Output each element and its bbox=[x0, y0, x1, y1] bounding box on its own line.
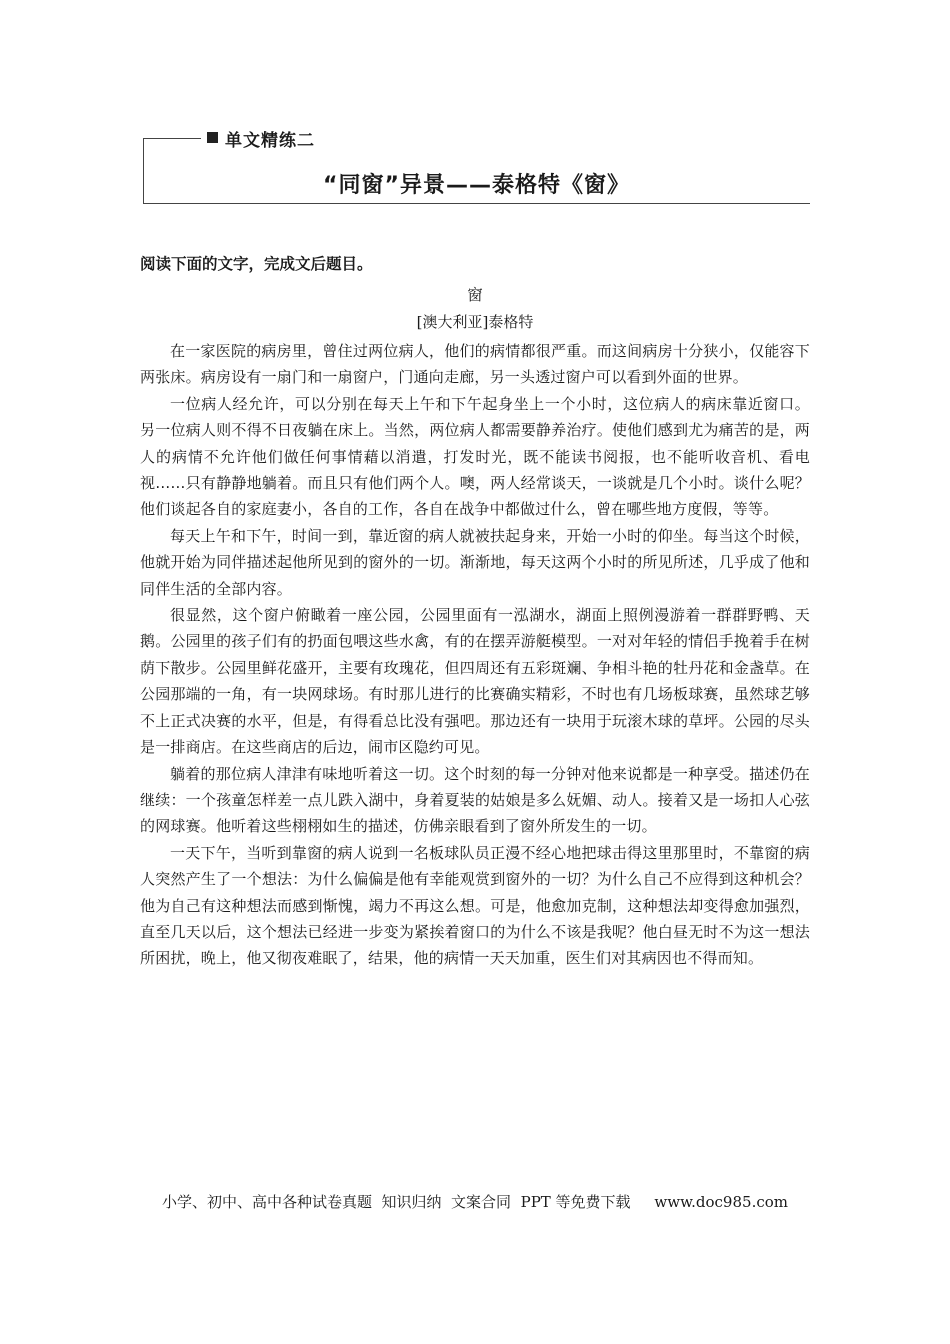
paragraph-6: 一天下午，当听到靠窗的病人说到一名板球队员正漫不经心地把球击得这里那里时，不靠窗的病人突然产生了一个想法：为什么偏偏是他有幸能观赏到窗外的一切？为什么自己不应得到这种机会？他为自己有这种想法而感到惭愧，竭力不再这么想。可是，他愈加克制，这种想法却变得愈加强烈，直至几天以后，这个想法已经进一步变为紧挨着窗口的为什么不该是我呢？他白昼无时不为这一想法所困扰，晚上，他又彻夜难眠了，结果，他的病情一天天加重，医生们对其病因也不得而知。 bbox=[140, 843, 810, 968]
title-work: 泰格特《窗》 bbox=[491, 172, 630, 198]
instruction-text: 阅读下面的文字，完成文后题目。 bbox=[140, 255, 373, 273]
paragraph-4: 很显然，这个窗户俯瞰着一座公园，公园里面有一泓湖水，湖面上照例漫游着一群群野鸭、天鹅。公园里的孩子们有的扔面包喂这些水禽，有的在摆弄游艇模型。一对对年轻的情侣手挽着手在树荫下散步。公园里鲜花盛开，主要有玫瑰花，但四周还有五彩斑斓、争相斗艳的牡丹花和金盏草。在公园那端的一角，有一块网球场。有时那儿进行的比赛确实精彩，不时也有几场板球赛，虽然球艺够不上正式决赛的水平，但是，有得看总比没有强吧。那边还有一块用于玩滚木球的草坪。公园的尽头是一排商店。在这些商店的后边，闹市区隐约可见。 bbox=[140, 606, 810, 757]
page-title bbox=[143, 168, 810, 199]
paragraph-2: 一位病人经允许，可以分别在每天上午和下午起身坐上一个小时，这位病人的病床靠近窗口。 另一位病人则不得不日夜躺在床上。当然，两位病人都需要静养治疗。使他们感到尤为痛苦的是，两人的病情不允许他们做任何事情藉以消遣，打发时光，既不能读书阅报，也不能听收音机、看电视……只有静静地躺着。而且只有他们两个人。噢，两人经常谈天，一谈就是几个小时。谈什么呢？他们谈起各自的家庭妻小，各自的工作，各自在战争中都做过什么，曾在哪些地方度假，等等。 bbox=[140, 394, 810, 519]
article-body bbox=[140, 338, 810, 972]
paragraph-5: 躺着的那位病人津津有味地听着这一切。这个时刻的每一分钟对他来说都是一种享受。描述仍在继续：一个孩童怎样差一点儿跌入湖中，身着夏装的姑娘是多么妩媚、动人。接着又是一场扣人心弦的网球赛。他听着这些栩栩如生的描述，仿佛亲眼看到了窗外所发生的一切。 bbox=[140, 764, 810, 836]
header-rule-top bbox=[143, 138, 201, 139]
title-main: “同窗”异景—— bbox=[323, 173, 492, 198]
square-bullet-icon bbox=[207, 132, 218, 143]
section-label: 单文精练二 bbox=[225, 131, 315, 151]
page-footer: 小学、初中、高中各种试卷真题 知识归纳 文案合同 PPT 等免费下载 www.doc985.com bbox=[161, 1193, 788, 1211]
paragraph-3: 每天上午和下午，时间一到，靠近窗的病人就被扶起身来，开始一小时的仰坐。每当这个时候，他就开始为同伴描述起他所见到的窗外的一切。渐渐地，每天这两个小时的所见所述，几乎成了他和同伴生活的全部内容。 bbox=[140, 526, 810, 598]
header-rule-bottom bbox=[143, 203, 810, 204]
paragraph-1: 在一家医院的病房里，曾住过两位病人，他们的病情都很严重。而这间病房十分狭小，仅能容下两张床。病房设有一扇门和一扇窗户，门通向走廊，另一头透过窗户可以看到外面的世界。 bbox=[140, 342, 810, 387]
article-title: 窗 bbox=[467, 286, 483, 304]
section-header bbox=[143, 124, 810, 204]
article-author: [澳大利亚]泰格特 bbox=[416, 313, 534, 331]
